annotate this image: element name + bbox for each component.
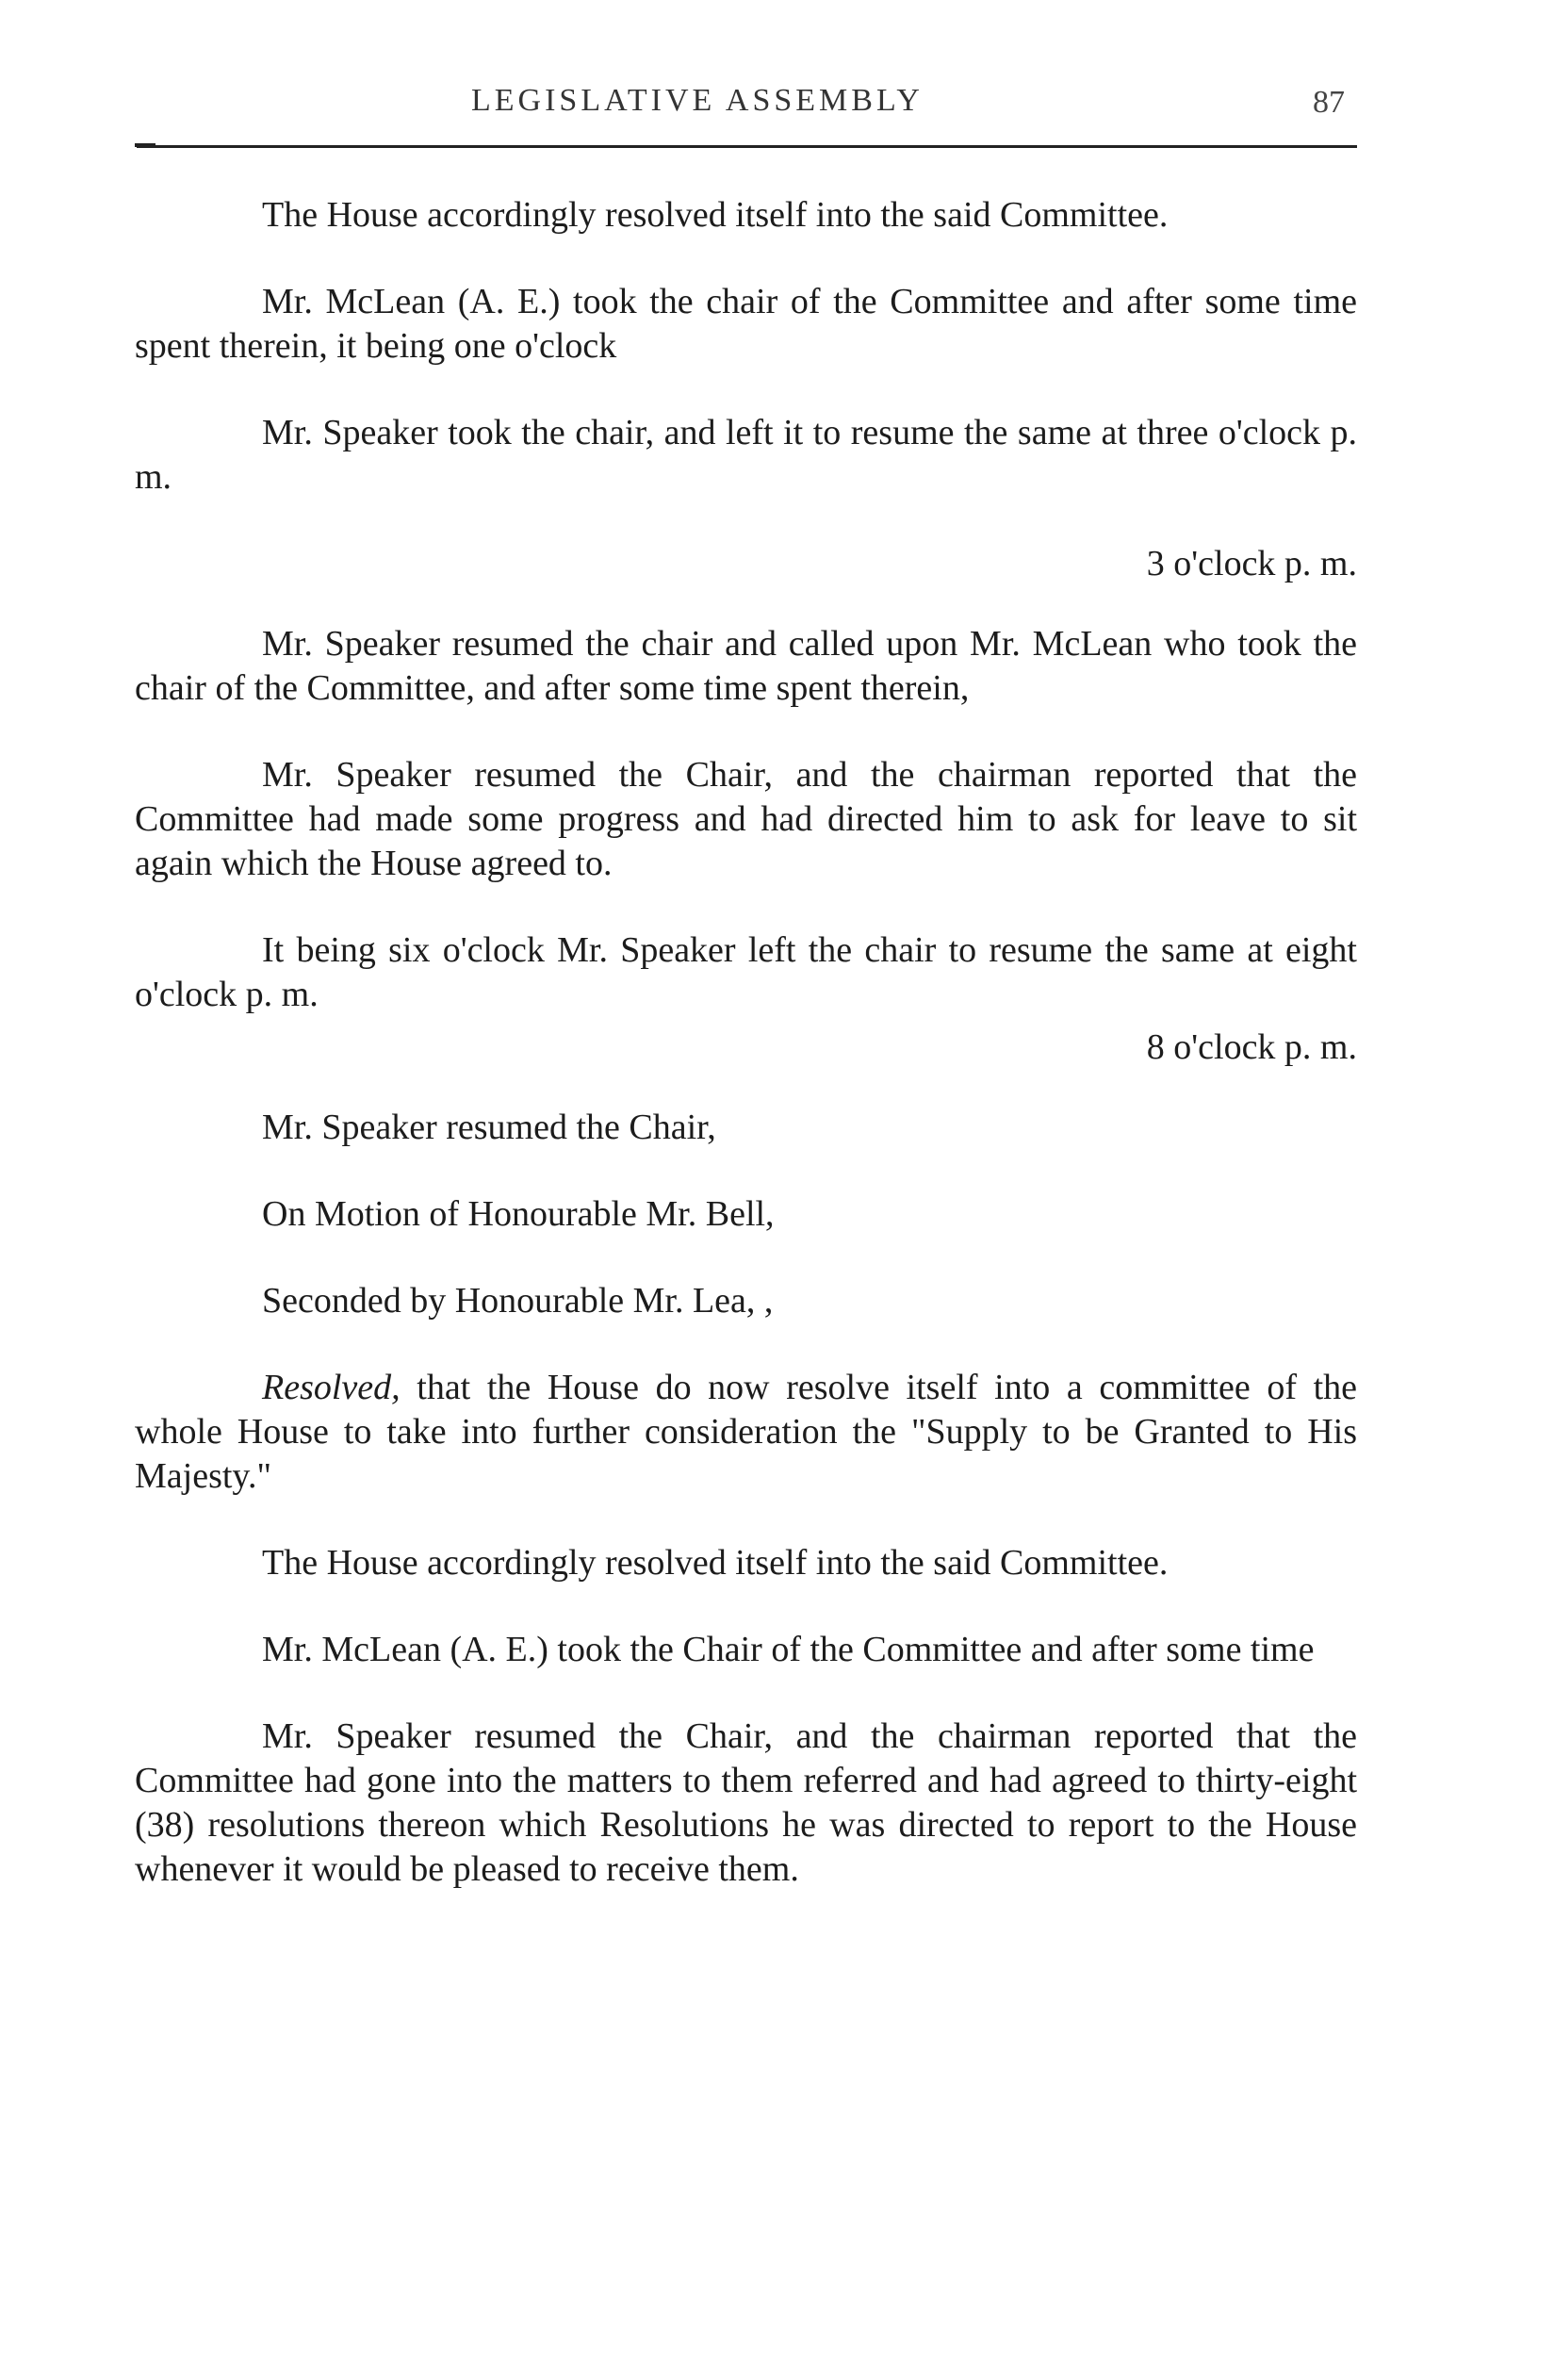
- paragraph-speaker-called: Mr. Speaker resumed the chair and called upon Mr. McLean who took the chair of the Committee, and after some time spent therein,: [135, 624, 1357, 708]
- resolved-text: that the House do now resolve itself into a committee of the whole House to take into further consideration the "Supply to be Granted to His Majesty.": [135, 1368, 1357, 1496]
- body-text: [135, 193, 1357, 1934]
- paragraph-six-oclock: It being six o'clock Mr. Speaker left the chair to resume the same at eight o'clock p. m.: [135, 930, 1357, 1014]
- paragraph-mclean-chair: Mr. McLean (A. E.) took the chair of the Committee and after some time spent therein, it being one o'clock: [135, 282, 1357, 366]
- time-marker-three: 3 o'clock p. m.: [1146, 544, 1357, 583]
- paragraph-resolved: [135, 1366, 1357, 1499]
- paragraph-speaker-resumed: Mr. Speaker resumed the Chair,: [262, 1108, 716, 1147]
- paragraph-motion: On Motion of Honourable Mr. Bell,: [262, 1194, 775, 1234]
- paragraph-resolutions-report: Mr. Speaker resumed the Chair, and the chairman reported that the Committee had gone into the matters to them referred and had agreed to thirty-eight (38) resolutions thereon which Resolutions he was directed to report to the House whenever it would be pleased to receive them.: [135, 1716, 1357, 1889]
- resolved-label: Resolved,: [262, 1368, 401, 1407]
- paragraph-chairman-reported: Mr. Speaker resumed the Chair, and the chairman reported that the Committee had made some progress and had directed him to ask for leave to sit again which the House agreed to.: [135, 755, 1357, 883]
- paragraph-house-resolved-second: The House accordingly resolved itself into the said Committee.: [262, 1543, 1169, 1583]
- paragraph-seconded: Seconded by Honourable Mr. Lea, ,: [262, 1281, 774, 1321]
- page-number: 87: [1313, 85, 1345, 120]
- paragraph-mclean-chair-second: Mr. McLean (A. E.) took the Chair of the Committee and after some time: [262, 1630, 1315, 1669]
- page-header: [0, 74, 1554, 130]
- paragraph-house-resolved: The House accordingly resolved itself into the said Committee.: [262, 195, 1169, 235]
- paragraph-speaker-left: Mr. Speaker took the chair, and left it to resume the same at three o'clock p. m.: [135, 413, 1357, 497]
- running-title: LEGISLATIVE ASSEMBLY: [471, 83, 924, 118]
- header-rule: [137, 145, 1357, 148]
- time-marker-eight: 8 o'clock p. m.: [1146, 1027, 1357, 1067]
